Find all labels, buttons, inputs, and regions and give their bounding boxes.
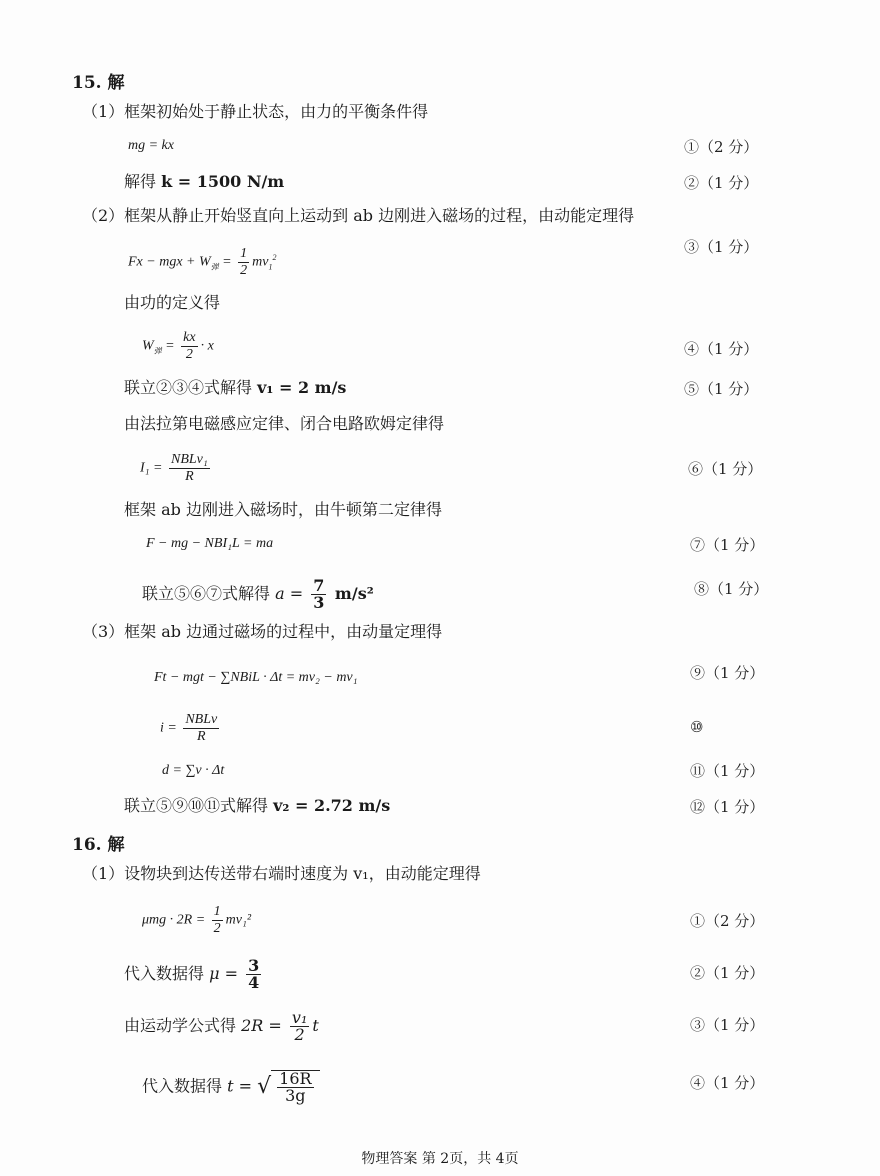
q16-t-eq: t =: [227, 1076, 258, 1096]
q15-v1-pre: 联立②③④式解得: [124, 378, 258, 397]
q16-mark2: ②（1 分）: [690, 964, 765, 982]
q16-t-sqrt: [271, 1070, 319, 1104]
q15-v2-pre: 联立⑤⑨⑩⑪式解得: [124, 796, 274, 815]
q15-mark11: ⑪（1 分）: [690, 762, 765, 780]
q15-mark1: ①（2 分）: [684, 138, 759, 156]
q15-v2-eq: v₂ = 2.72 m/s: [273, 796, 391, 815]
q16-eq1-right: mv₁²: [225, 912, 252, 928]
q15-eq4-right: · x: [200, 338, 214, 354]
q16-kin-den: 2: [294, 1025, 305, 1044]
q16-mu-den: 4: [248, 973, 260, 992]
q15-mark3: ③（1 分）: [684, 238, 759, 256]
q15-eq1: mg = kx: [128, 138, 174, 153]
q15-faraday-text: 由法拉第电磁感应定律、闭合电路欧姆定律得: [124, 414, 445, 433]
q15-eq2: k = 1500 N/m: [161, 172, 285, 191]
q15-eq3-right: mv: [252, 254, 269, 270]
q16-eq1-frac: [212, 904, 223, 937]
q15-accel-num: 7: [313, 576, 325, 595]
q16-eq1: [142, 904, 251, 937]
q16-mu-num: 3: [248, 956, 260, 975]
q15-accel-eq: a =: [275, 584, 309, 603]
q15-newton-text: 框架 ab 边刚进入磁场时，由牛顿第二定律得: [124, 500, 442, 519]
q15-mark5: ⑤（1 分）: [684, 380, 759, 398]
q16-kin-num: v₁: [291, 1008, 308, 1027]
q15-eq7: F − mg − NBI₁L = ma: [146, 536, 274, 551]
q15-accel-line: [142, 578, 374, 611]
q15-eq3-left: Fx − mgx + W: [128, 254, 211, 270]
q16-eq1-den: 2: [213, 921, 221, 936]
q15-part1-text: （1）框架初始处于静止状态，由力的平衡条件得: [82, 102, 429, 121]
q15-eq4-sub: 弹: [153, 346, 162, 356]
q15-mark2: ②（1 分）: [684, 174, 759, 192]
q15-eq11: d = ∑v · Δt: [162, 763, 225, 778]
q16-mu-pre: 代入数据得: [124, 964, 210, 983]
q15-eq4-eq: =: [161, 338, 179, 354]
q15-eq10-frac: [183, 712, 219, 745]
q15-part2-def: 由功的定义得: [124, 293, 221, 312]
q15-eq4-frac: [181, 330, 197, 363]
q15-v1-line: [124, 378, 346, 398]
q16-mu-line: [124, 958, 264, 991]
q16-t-den: 3g: [285, 1086, 306, 1105]
q15-eq10-den: R: [197, 729, 206, 744]
q15-eq3-eq: =: [218, 254, 236, 270]
q15-eq4-left: W: [142, 338, 154, 354]
q15-accel-frac: [311, 578, 326, 611]
q15-v2-line: [124, 796, 390, 816]
q15-accel-unit: m/s²: [329, 584, 374, 603]
q15-eq6-num: NBLv₁: [170, 452, 208, 467]
q16-kin-eq: 2R =: [241, 1016, 287, 1035]
q16-t-frac: [277, 1071, 313, 1104]
q15-accel-den: 3: [313, 593, 325, 612]
q15-mark10: ⑩: [690, 718, 704, 736]
q16-kin-right: t: [312, 1016, 319, 1035]
q15-mark7: ⑦（1 分）: [690, 536, 765, 554]
q16-kin-frac: [290, 1010, 309, 1043]
q16-kin-line: [124, 1010, 319, 1043]
q15-mark4: ④（1 分）: [684, 340, 759, 358]
q15-eq6-den: R: [185, 469, 194, 484]
q16-mu-eq: μ =: [209, 964, 244, 983]
q15-part3-text: （3）框架 ab 边通过磁场的过程中，由动量定理得: [82, 622, 443, 641]
q15-mark12: ⑫（1 分）: [690, 798, 765, 816]
q16-mark4: ④（1 分）: [690, 1074, 765, 1092]
q15-eq10-num: NBLv: [185, 712, 218, 727]
q15-mark9: ⑨（1 分）: [690, 664, 765, 682]
q15-heading: 15. 解: [72, 73, 125, 93]
page-footer: 物理答案 第 2页，共 4页: [361, 1151, 519, 1167]
q15-eq3-sub2: 1: [268, 262, 273, 272]
q16-mu-frac: [246, 958, 261, 991]
q15-eq6-left: I₁ =: [140, 460, 166, 476]
q15-eq10-left: i =: [160, 720, 181, 736]
q16-t-pre: 代入数据得: [142, 1076, 228, 1096]
q15-eq9: Ft − mgt − ∑NBiL · Δt = mv₂ − mv₁: [154, 670, 358, 685]
q15-eq3-den: 2: [240, 263, 248, 278]
q15-eq10: [160, 712, 222, 745]
q16-t-num: 16R: [279, 1069, 312, 1088]
q16-eq1-num: 1: [213, 904, 221, 919]
q15-eq4-den: 2: [185, 347, 193, 362]
q15-eq3-sup: 2: [272, 253, 277, 263]
q16-mark3: ③（1 分）: [690, 1016, 765, 1034]
q16-eq1-left: μmg · 2R =: [142, 912, 209, 928]
q15-eq2-pre: 解得: [124, 172, 162, 191]
q15-part2-text: （2）框架从静止开始竖直向上运动到 ab 边刚进入磁场的过程，由动能定理得: [82, 206, 635, 225]
q15-eq4-num: kx: [183, 330, 196, 345]
q16-mark1: ①（2 分）: [690, 912, 765, 930]
q15-eq6: [140, 452, 213, 485]
sqrt-icon: √: [257, 1074, 272, 1099]
q16-kin-pre: 由运动学公式得: [124, 1016, 242, 1035]
q15-eq4: [142, 330, 214, 363]
q15-mark6: ⑥（1 分）: [688, 460, 763, 478]
q15-eq2-line: [124, 172, 284, 192]
q15-v1-eq: v₁ = 2 m/s: [257, 378, 347, 397]
q16-t-line: [142, 1070, 320, 1104]
q15-eq6-frac: [169, 452, 210, 485]
q15-eq3: [128, 246, 276, 279]
q15-eq3-num: 1: [240, 246, 248, 261]
q16-heading: 16. 解: [72, 835, 125, 855]
q15-eq3-sub: 弹: [210, 262, 219, 272]
q15-mark8: ⑧（1 分）: [694, 580, 769, 598]
q16-part1-text: （1）设物块到达传送带右端时速度为 v₁，由动能定理得: [82, 864, 481, 883]
q15-accel-pre: 联立⑤⑥⑦式解得: [142, 584, 276, 603]
q15-eq3-frac: [238, 246, 249, 279]
